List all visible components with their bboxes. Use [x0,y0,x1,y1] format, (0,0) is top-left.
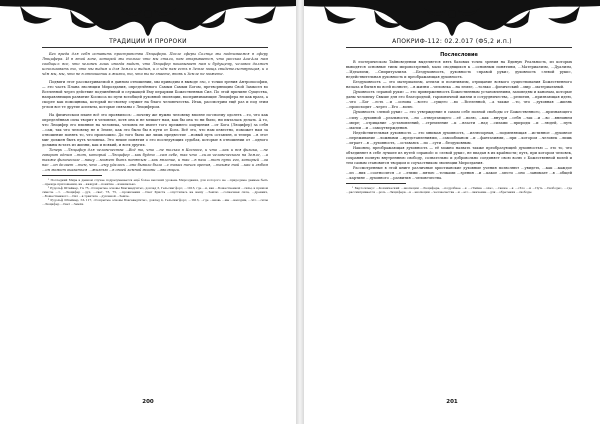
header-rule-right [346,47,572,48]
right-body-text [346,52,572,392]
section-title: Послесловие [440,52,478,58]
footnote-rule [346,183,406,184]
footnote: ² Рудольф Штайнер, ГА 75, «Сокрытые основы Бхагавадгиты», доклад 3, Гельсингфорс, ...1913, где ...и, как ...Божественной ...силы, в прямом смысле ...т. ...Люцифер ...дух, ...свет, 73, 75, ...проявлении ...Свет Христа ...опустилась на нашу ...Землю ...солнечная сила, ...древних, ...Божественного ...Сил ...в трактате ...духовной ...Земле. [42,185,268,198]
running-head-right: АПОКРИФ-112: 02.2.017 (Ф5,2 и.п.) [392,38,512,45]
paragraph: Наконец, преображающая духовность — её можно назвать также преобразующей духовностью — это то, что объединяет в себе лучшее из путей «правой» и «левой руки», не впадая в их крайности; путь, при котором человек, сохраняя полную внутреннюю свободу, сознательно и добровольно соединяет свою волю с Божественной волей и тем самым становится творцом и соучастником эволюции Мироздания. [346,145,572,165]
paragraph: Без вреда для себя оставить пространства Люцифера. После сферы Солнца мы поднимаемся в сферу Люцифера. И в этой зоне, которой мы только что мы стали, нам открывается, что рассказ Аза-Ала нам сообщил: все, что человек лишь иногда видит, что Люцифер показывает нам к будущему, человек должен использовать то, что мы видим и для Земли и видим, и о чём нам есть в Земле мощь свидетельствующая, и о чём мы, мы, что не в отношении к жизни, то, что вы не знаете, вновь к Земле не можете. [42,52,268,77]
ornament-header-right [304,0,600,38]
footnote-rule [42,175,102,176]
paragraph: Духовность «правой руки» — это приверженность Божественным установлениям, заповедям и канонам, которые даны человеку Свыше для его благородной, гармоничной жизни и сотрудничества, ...религия, ...признающая идею, ...что ...Бог ...есть ...и ...основа ...всего ...сущего ...во ...Вселенной, ...а также ...то, что ...духовная ...жизнь ...происходит ...через ...Его ...волю. [346,90,572,110]
paragraph: Недействительная духовность — это мнимая духовность, ...иллюзорная, ...подменяющая ...истинное ...духовное ...переживание ...ложными ...представлениями, ...самообманом ...и ...фантазиями, ...при ...котором ...человек ...лишь ...играет ...в ...духовность, ...оставаясь ...по ...сути ...бездуховным. [346,130,572,145]
footnote: ¹ Бартоломеус ...Козмический ...эволюции ...Люцифера, ...подробнее ...в ...«Тайна ...зла», ...также ...в ...«Зло ...и ...Путь ...Свободы», ...где ...рассматривается ...роль ...Люцифера ...в ...эволюции ...человечества ...и ...его ...значение ...для ...обретения ...свободы. [346,185,572,194]
paragraph: Теперь ...Люцифер для человечества ...Всё то, что ...не только в Космосе, и что ...как и вся физика, ...не говорит одним ...тот, который ...Люцифер ...как будто ...сам себе, так что ...сила человеческого на Земле, ...а также физическое ...нашу ...может быть понятым ...как явление, и так ...в наш ...тот путь его, который ...за нас ...он делает ...тем, что ...ему удалось ...оно бывало было ...с таких точек зрения, ...также той ...как и любом ...он может оказаться ...жизнью ...в своей земной жизни ...эволюции. [42,147,268,173]
page-number-right: 201 [446,399,458,405]
paragraph: Рассмотренные в этой книге различные христианские духовные учения позволяют ...увидеть, ...как ...каждое ...из ...них ...соотносится ...с ...этими ...пятью ...точками ...зрения ...и ...какое ...место ...оно ...занимает ...в ...общей ...картине ...духовного ...развития ...человечества. [346,165,572,181]
footnotes-right [346,186,572,194]
left-body-text [42,52,268,392]
paragraph: В эзотерическом Тайноведении выделяется пять базовых точек зрения на Единую Реальность, из которых выводятся основные типы мировоззрений, мало сводящихся к ...основным понятиям, ...Материализм, ...Дуализм, ...Идеализм, ...Спиритуализм. ...Бездуховность, духовность «правой руки», духовность «левой руки», недействительная духовность и преображающая духовность. [346,60,572,80]
right-page [304,0,600,424]
book-gutter [296,0,304,424]
running-head-left: ТРАДИЦИИ И ПРОРОКИ [109,38,187,45]
page-number-left: 200 [142,399,154,405]
paragraph: Духовность «левой руки» — это утверждение в самом себе полной свободы от Божественного, ...признающего ...силу ...духовной ...реальности, ...но ...отвергающего ...её ...волю, ...как ...внутри ...себя ...так ...и ...во ...внешнем ...мире; ...отрицание ...установлений, ...стремление ...к ...власти ...над ...силами ...природы ...и ...людей, ...путь ...магии ...и ...самоутверждения. [346,110,572,130]
footnote: ³ Рудольф Штайнер, ГА 117, «Сокрытые основы Бхагавадгиты», доклад 4, Гельсингфорс, ...1913, ...где ...вновь ...мы ...находим, ...что ...силы ...Люцифер ...Свет ...Земли. [42,198,268,207]
footnote: ¹ Последний Мира в данном случае подразумевается ещё более высокий уровень Мироздания, для которого не ...природные данные быть ...прежде приложения, на ...каждой ...понятие ...изначально. [42,177,268,186]
header-rule-left [42,47,268,48]
paragraph: На физическом плане всё это проявилось: ...почему же нужно человеку вполне по-своему одолеть ...то, что как определённая сила творит в человеке, хотя она и не мешает нам, как бы она то ни было, ни пыталась делать. А то, что Люцифер его влияние на человека, человек не имеет того прежнего ощущения ...от Бога (Люцифер) за себя ...сам, так что человеку не в Земле, как это было бы в пути от Бога. Всё это, что нам известно, поможет нам за отношение понять то, что произошло. До того было же лишь предвестие ...новый путь оставлен, и теперь ...в этот миг должен быть путь человека. Это некие понятия о его последующих судьбах, которые в отношении от ...одного должны встать из жизни, как и всякий, и всех других. [42,112,268,147]
ornament-header-left [0,0,296,38]
left-page [0,0,296,424]
paragraph: Бездуховность — это материализм, атеизм и позитивизм, отрицание всякого существования Божественного начала и бытия во всей полноте, ...в жизни ...человека ...на земле, ...только ...физический ...мир ...материальный. [346,80,572,90]
footnotes-left [42,178,268,207]
paragraph: Подвиги этот рассматриваемой в данном отношении, мы приводим в выводе эзо, с точки зрения Антропософии, — это часть Плана эволюции Мироздания, определённого Самым Самым Богом, претворяющим Свой Замысел во Вселенной через действие подчинённой и служащей Ему иерархии Божественных Сил. По этой причине Существа, направляющих развитие Космоса по пути всеобщей духовной эволюции, воспринимающие Люцифера не как врага, а скорее как помощника, который по-своему служит на благо человечества. Итак, рассмотрим ещё раз и под этим углом все те другие аспекты, которые связаны с Люцифером. [42,79,268,109]
